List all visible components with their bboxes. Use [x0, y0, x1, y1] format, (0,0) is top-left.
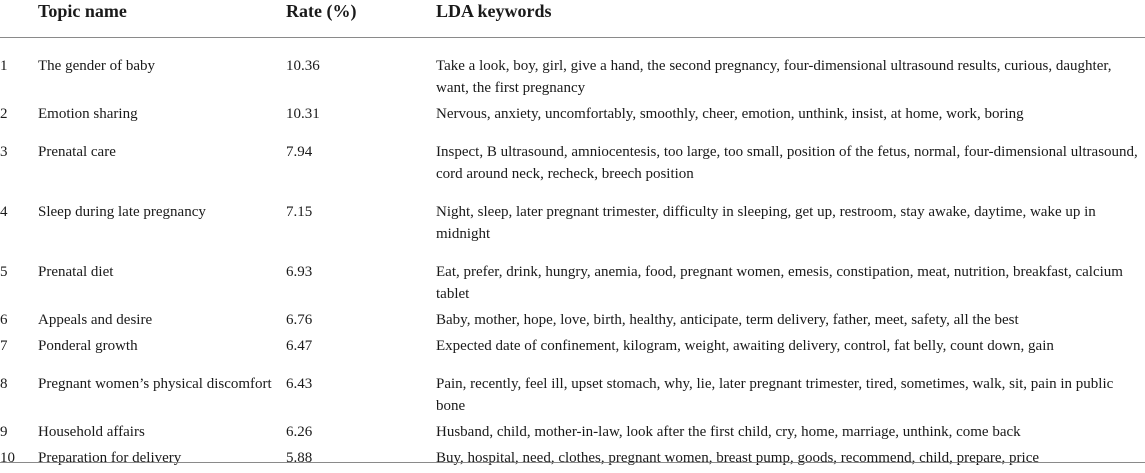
- lda-keywords: Buy, hospital, need, clothes, pregnant women, breast pump, goods, recommend, child, prepare, price: [436, 450, 1040, 466]
- row-number: 10: [0, 450, 15, 466]
- table-row: [0, 417, 1145, 443]
- table-row: [0, 125, 1145, 185]
- table-row: [0, 305, 1145, 331]
- lda-keywords: Pain, recently, feel ill, upset stomach, why, lie, later pregnant trimester, tired, sometimes, walk, sit, pain in public bone: [436, 376, 1114, 414]
- table-header-row: [0, 0, 1145, 38]
- rate-value: 6.76: [286, 312, 313, 328]
- table-bottom-rule: [0, 462, 1145, 463]
- rate-value: 6.43: [286, 376, 313, 392]
- rate-value: 6.93: [286, 264, 313, 280]
- table-row: [0, 245, 1145, 305]
- topic-name: Sleep during late pregnancy: [38, 204, 206, 220]
- row-number: 8: [0, 376, 8, 392]
- topic-name: Emotion sharing: [38, 106, 138, 122]
- rate-value: 10.31: [286, 106, 320, 122]
- table-row: [0, 185, 1145, 245]
- topic-name: Prenatal diet: [38, 264, 114, 280]
- row-number: 7: [0, 338, 8, 354]
- topic-name: The gender of baby: [38, 58, 156, 74]
- header-topic-name: Topic name: [38, 0, 286, 38]
- header-rate: Rate (%): [286, 0, 436, 38]
- rate-value: 7.94: [286, 144, 313, 160]
- row-number: 9: [0, 424, 8, 440]
- topic-name: Pregnant women’s physical discomfort: [38, 376, 272, 392]
- lda-keywords: Take a look, boy, girl, give a hand, the second pregnancy, four-dimensional ultrasound results, curious, daughter, want, the first pregnancy: [436, 58, 1112, 96]
- header-number: [0, 0, 38, 38]
- table-row: [0, 357, 1145, 417]
- lda-keywords: Husband, child, mother-in-law, look after the first child, cry, home, marriage, unthink, come back: [436, 424, 1021, 440]
- table-row: [0, 99, 1145, 125]
- rate-value: 10.36: [286, 58, 320, 74]
- lda-keywords: Night, sleep, later pregnant trimester, difficulty in sleeping, get up, restroom, stay awake, daytime, wake up in midnight: [436, 204, 1096, 242]
- rate-value: 7.15: [286, 204, 313, 220]
- rate-value: 6.47: [286, 338, 313, 354]
- table-row: [0, 443, 1145, 473]
- lda-keywords: Baby, mother, hope, love, birth, healthy, anticipate, term delivery, father, meet, safety, all the best: [436, 312, 1019, 328]
- topic-name: Preparation for delivery: [38, 450, 182, 466]
- rate-value: 5.88: [286, 450, 313, 466]
- lda-keywords: Eat, prefer, drink, hungry, anemia, food, pregnant women, emesis, constipation, meat, nutrition, breakfast, calcium tablet: [436, 264, 1123, 302]
- table-row: [0, 38, 1145, 100]
- row-number: 1: [0, 58, 8, 74]
- table-row: [0, 331, 1145, 357]
- lda-keywords: Expected date of confinement, kilogram, weight, awaiting delivery, control, fat belly, count down, gain: [436, 338, 1054, 354]
- lda-keywords: Inspect, B ultrasound, amniocentesis, too large, too small, position of the fetus, normal, four-dimensional ultrasound, cord around neck, recheck, breech position: [436, 144, 1138, 182]
- row-number: 4: [0, 204, 8, 220]
- header-lda-keywords: LDA keywords: [436, 0, 1145, 38]
- rate-value: 6.26: [286, 424, 313, 440]
- row-number: 6: [0, 312, 8, 328]
- row-number: 3: [0, 144, 8, 160]
- topic-name: Ponderal growth: [38, 338, 138, 354]
- topic-name: Prenatal care: [38, 144, 116, 160]
- topic-name: Household affairs: [38, 424, 145, 440]
- row-number: 2: [0, 106, 8, 122]
- topic-name: Appeals and desire: [38, 312, 153, 328]
- lda-keywords: Nervous, anxiety, uncomfortably, smoothly, cheer, emotion, unthink, insist, at home, work, boring: [436, 106, 1024, 122]
- row-number: 5: [0, 264, 8, 280]
